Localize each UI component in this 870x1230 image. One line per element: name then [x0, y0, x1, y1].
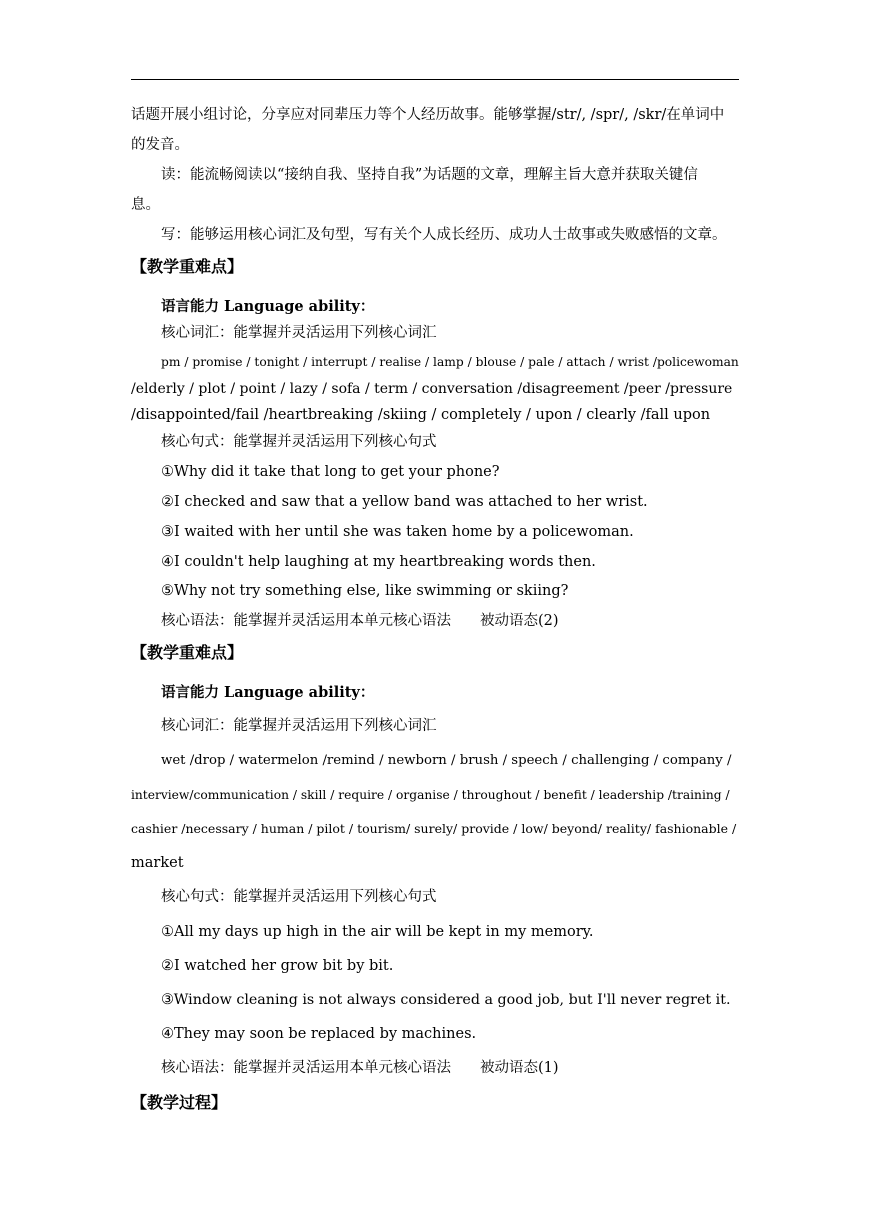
section-1-sentence: ④I couldn't help laughing at my heartbreaking words then. [161, 554, 596, 570]
section-2-vocab-line-1: wet /drop / watermelon /remind / newborn / brush / speech / challenging / company / [161, 753, 732, 768]
intro-line-2: 的发音。 [131, 137, 189, 153]
section-2-vocab-label: 核心词汇：能掌握并灵活运用下列核心词汇 [161, 718, 437, 734]
section-2-sentence-label: 核心句式：能掌握并灵活运用下列核心句式 [161, 889, 437, 905]
section-2-sentence: ③Window cleaning is not always considered a good job, but I'll never regret it. [161, 992, 731, 1008]
section-2-sentence: ②I watched her grow bit by bit. [161, 958, 394, 974]
section-1-sentence: ③I waited with her until she was taken home by a policewoman. [161, 524, 634, 540]
intro-read-line-2: 息。 [131, 197, 160, 213]
section-1-grammar: 核心语法：能掌握并灵活运用本单元核心语法 被动语态(2) [161, 613, 559, 629]
section-1-heading: 【教学重难点】 [131, 257, 244, 276]
section-1-vocab-line-1: pm / promise / tonight / interrupt / realise / lamp / blouse / pale / attach / wrist /policewoman [161, 355, 739, 369]
section-2-language-ability: 语言能力 Language ability： [161, 684, 375, 701]
section-2-vocab-line-4: market [131, 855, 184, 871]
section-2-sentence: ①All my days up high in the air will be kept in my memory. [161, 924, 594, 940]
section-1-language-ability: 语言能力 Language ability： [161, 298, 375, 315]
section-1-vocab-label: 核心词汇：能掌握并灵活运用下列核心词汇 [161, 325, 437, 341]
intro-line-1: 话题开展小组讨论，分享应对同辈压力等个人经历故事。能够掌握/str/, /spr/, /skr/在单词中 [131, 107, 725, 123]
section-1-sentence: ⑤Why not try something else, like swimming or skiing? [161, 583, 569, 599]
section-2-heading: 【教学重难点】 [131, 643, 244, 662]
section-1-vocab-line-3: /disappointed/fail /heartbreaking /skiing / completely / upon / clearly /fall upon [131, 407, 711, 423]
section-2-vocab-line-3: cashier /necessary / human / pilot / tourism/ surely/ provide / low/ beyond/ reality/ fashionable / [131, 821, 737, 836]
header-rule [131, 79, 739, 80]
section-1-sentence: ①Why did it take that long to get your phone? [161, 464, 500, 480]
section-1-vocab-line-2: /elderly / plot / point / lazy / sofa / term / conversation /disagreement /peer /pressure [131, 381, 733, 397]
section-1-sentence-label: 核心句式：能掌握并灵活运用下列核心句式 [161, 434, 437, 450]
intro-write-line: 写：能够运用核心词汇及句型，写有关个人成长经历、成功人士故事或失败感悟的文章。 [161, 227, 727, 243]
intro-read-line-1: 读：能流畅阅读以“接纳自我、坚持自我”为话题的文章，理解主旨大意并获取关键信 [161, 167, 698, 183]
section-2-vocab-line-2: interview/communication / skill / require / organise / throughout / benefit / leadership /training / [131, 788, 730, 802]
section-1-sentence: ②I checked and saw that a yellow band was attached to her wrist. [161, 494, 648, 510]
section-2-sentence: ④They may soon be replaced by machines. [161, 1026, 477, 1042]
section-3-heading: 【教学过程】 [131, 1093, 228, 1112]
section-2-grammar: 核心语法：能掌握并灵活运用本单元核心语法 被动语态(1) [161, 1060, 559, 1076]
